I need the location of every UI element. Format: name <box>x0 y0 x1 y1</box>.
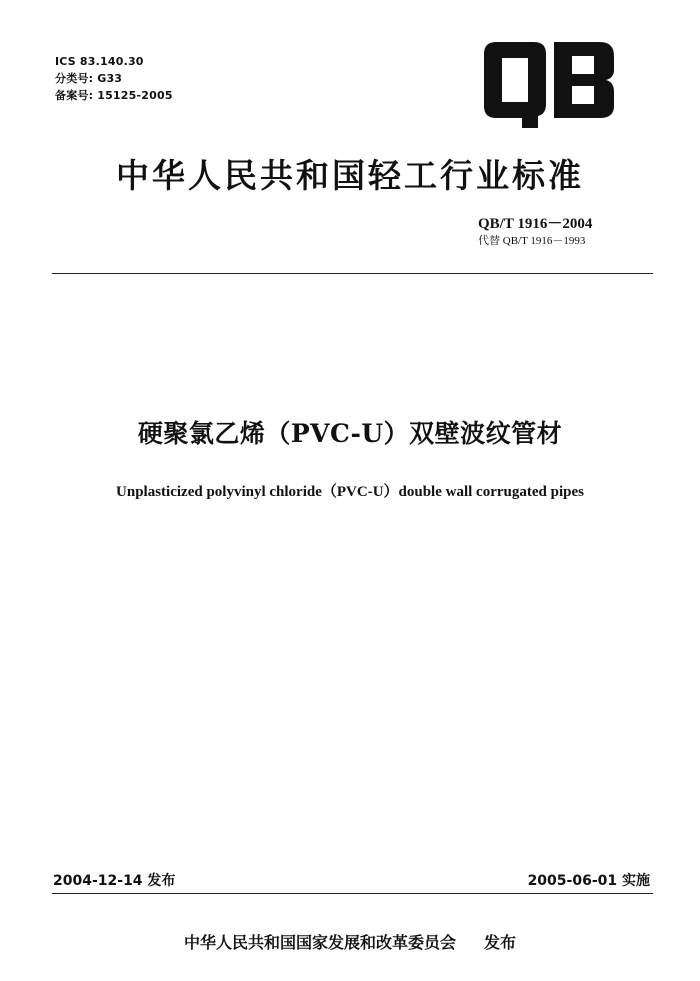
header-divider <box>52 273 653 274</box>
document-title-english: Unplasticized polyvinyl chloride（PVC-U）double wall corrugated pipes <box>116 484 584 500</box>
qb-logo <box>482 40 617 132</box>
metadata-block <box>55 53 173 104</box>
classification-number: 分类号: G33 <box>55 72 123 85</box>
footer-divider <box>52 893 653 894</box>
publisher-line <box>0 930 700 953</box>
publisher-organization: 中华人民共和国国家发展和改革委员会 <box>183 933 456 952</box>
issue-date: 2004-12-14 发布 <box>53 873 176 889</box>
filing-number: 备案号: 15125-2005 <box>55 89 173 102</box>
standard-code: QB/T 1916－2004 <box>478 216 593 232</box>
effective-date: 2005-06-01 实施 <box>527 873 650 889</box>
standard-code-block <box>478 214 592 249</box>
standard-category-title: 中华人民共和国轻工行业标准 <box>116 156 584 195</box>
publish-action: 发布 <box>484 933 517 952</box>
ics-code: ICS 83.140.30 <box>55 55 144 68</box>
replaced-standard-code: 代替 QB/T 1916－1993 <box>478 235 586 247</box>
document-title-chinese: 硬聚氯乙烯（PVC-U）双壁波纹管材 <box>137 419 563 448</box>
